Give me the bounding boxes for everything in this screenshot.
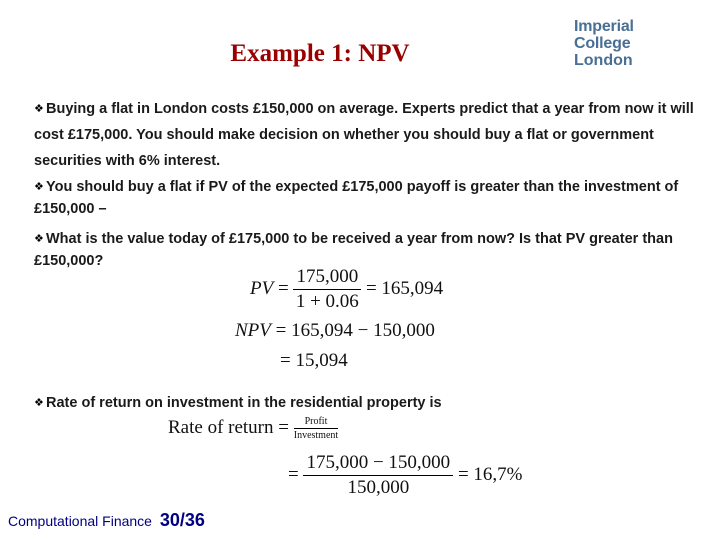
diamond-bullet-icon: ❖: [34, 397, 44, 409]
npv-formula: [235, 320, 435, 342]
logo-line-1: Imperial College: [574, 18, 634, 52]
bullet-text: You should buy a flat if PV of the expected £175,000 payoff is greater than the investment of £150,000 –: [34, 179, 679, 217]
pv-denominator: 1 + 0.06: [295, 291, 359, 312]
diamond-bullet-icon: ❖: [34, 103, 44, 115]
bullet-text: What is the value today of £175,000 to be received a year from now? Is that PV greater than £150,000?: [34, 231, 673, 269]
equals-sign: =: [280, 350, 291, 371]
logo-line-2: London: [574, 52, 633, 69]
pv-formula: [250, 266, 443, 313]
bullet-item-1: [34, 96, 694, 174]
bullet-text: Buying a flat in London costs £150,000 on average. Experts predict that a year from now it will cost £175,000. You should make decision on whether you should buy a flat or government securities with 6% interest.: [34, 101, 694, 169]
pv-result: 165,094: [381, 277, 444, 299]
equals-sign: =: [278, 416, 289, 438]
pv-label: PV: [250, 277, 274, 299]
npv-result-line: [280, 350, 348, 372]
slide-title: Example 1: NPV: [230, 40, 410, 67]
bullet-item-4: [34, 392, 694, 414]
pv-fraction: [293, 266, 361, 313]
ror-denominator: Investment: [293, 430, 339, 441]
npv-result: 15,094: [295, 350, 348, 371]
npv-label: NPV: [235, 320, 271, 341]
equals-sign: =: [457, 463, 469, 485]
footer: [8, 510, 205, 531]
diamond-bullet-icon: ❖: [34, 233, 44, 245]
ror-value-denominator: 150,000: [347, 477, 410, 498]
ror-label: Rate of return: [168, 416, 274, 438]
bullet-item-2: [34, 176, 694, 220]
equals-sign: =: [288, 463, 299, 485]
ror-value-fraction: [303, 452, 453, 499]
ror-value-numerator: 175,000 − 150,000: [303, 452, 453, 476]
pv-numerator: 175,000: [293, 266, 361, 290]
ror-definition-fraction: [294, 416, 338, 441]
ror-formula: [168, 416, 338, 441]
ror-numerator: Profit: [294, 416, 338, 429]
ror-value-formula: [288, 452, 522, 499]
course-name: Computational Finance: [8, 513, 152, 529]
bullet-text: Rate of return on investment in the residential property is: [46, 395, 442, 411]
diamond-bullet-icon: ❖: [34, 181, 44, 193]
ror-result: 16,7%: [473, 463, 523, 485]
equals-sign: =: [275, 320, 287, 341]
npv-expression: 165,094 − 150,000: [291, 320, 435, 341]
equals-sign: =: [277, 277, 289, 299]
page-number: 30/36: [159, 510, 205, 530]
equals-sign: =: [365, 277, 377, 299]
imperial-college-logo: [574, 18, 694, 69]
